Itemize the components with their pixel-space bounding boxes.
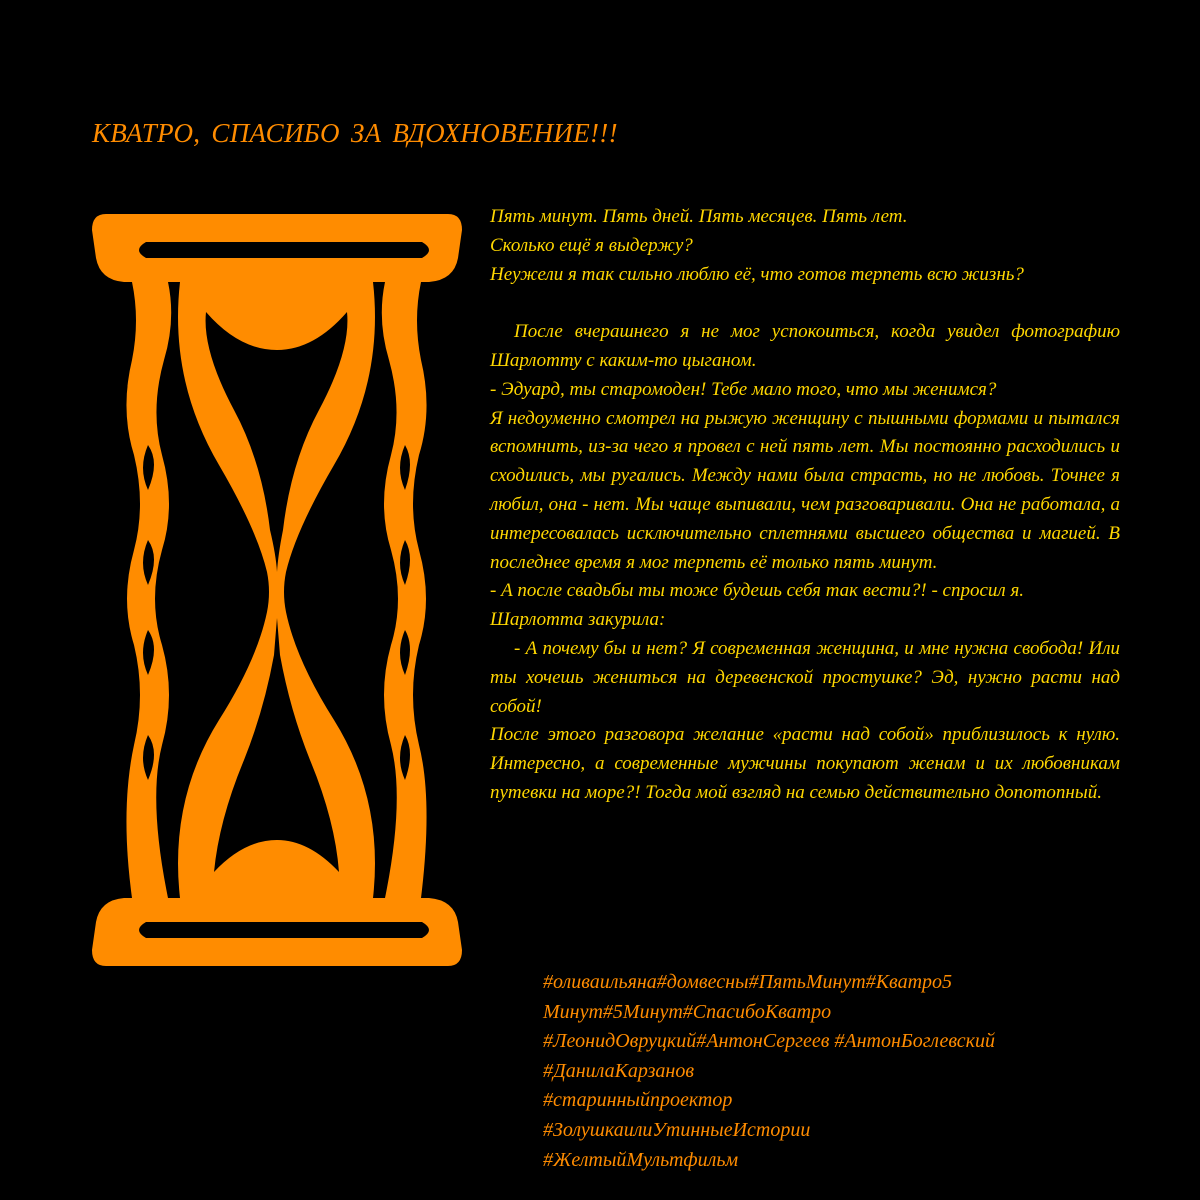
story-paragraph: После этого разговора желание «расти над собой» приблизилось к нулю. Интересно, а современные мужчины покупают женам и их любовникам путевки на море?! Тогда мой взгляд на семью действительно допотопный. (490, 724, 1120, 803)
story-paragraph: - А после свадьбы ты тоже будешь себя так вести?! - спросил я. (490, 580, 1025, 602)
hashtag-line: #ЖелтыйМультфильм (543, 1148, 739, 1171)
story-paragraph: - А почему бы и нет? Я современная женщина, и мне нужна свобода! Или ты хочешь жениться на деревенской простушке? Эд, нужно расти над собой! (490, 637, 1120, 717)
story-paragraph: После вчерашнего я не мог успокоиться, когда увидел фотографию Шарлотту с каким-то цыганом. (490, 321, 1120, 371)
hashtag-line: #старинныйпроектор (543, 1089, 733, 1112)
story-paragraph: Неужели я так сильно люблю её, что готов терпеть всю жизнь? (490, 263, 1024, 285)
hourglass-icon (84, 200, 469, 980)
story-paragraph: Шарлотта закурила: (490, 609, 666, 631)
hashtag-line: #ЛеонидОвруцкий#АнтонСергеев #АнтонБоглевский (543, 1030, 995, 1053)
story-paragraph: - Эдуард, ты старомоден! Тебе мало того, что мы женимся? (490, 378, 997, 400)
hashtag-line: #оливаильяна#домвесны#ПятьМинут#Кватро5 (543, 971, 953, 993)
story-text (490, 203, 1120, 808)
hashtag-line: #ДанилаКарзанов (543, 1059, 695, 1082)
story-paragraph: Я недоуменно смотрел на рыжую женщину с пышными формами и пытался вспомнить, из-за чего я провел с ней пять лет. Мы постоянно расходились и сходились, мы ругались. Между нами была страсть, но не любовь. Точнее я любил, она - нет. Мы чаще выпивали, чем разговаривали. Она не работала, а интересовалась исключительно сплетнями высшего общества и магией. В последнее время я мог терпеть её только пять минут. (490, 407, 1120, 573)
story-paragraph: Пять минут. Пять дней. Пять месяцев. Пять лет. (490, 206, 908, 227)
hashtag-list (543, 968, 1103, 1175)
page-title: КВАТРО, СПАСИБО ЗА ВДОХНОВЕНИЕ!!! (92, 118, 618, 148)
story-paragraph: Сколько ещё я выдержу? (490, 234, 693, 256)
hashtag-line: #ЗолушкаилиУтинныеИстории (543, 1118, 811, 1141)
hashtag-line: Минут#5Минут#СпасибоКватро (543, 1000, 832, 1023)
